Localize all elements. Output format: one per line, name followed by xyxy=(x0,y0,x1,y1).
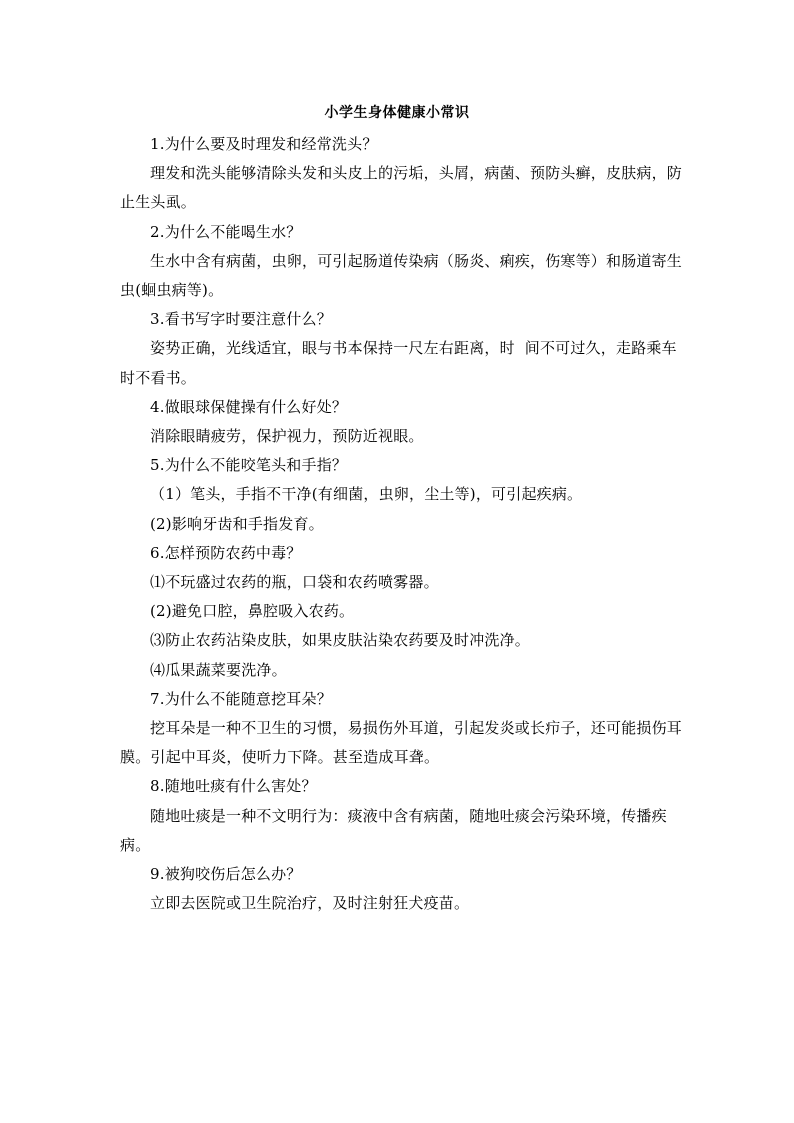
question-9: 9.被狗咬伤后怎么办？ xyxy=(150,865,302,884)
answer-6-item-3: ⑶防止农药沾染皮肤，如果皮肤沾染农药要及时冲洗净。 xyxy=(150,631,531,650)
question-3: 3.看书写字时要注意什么？ xyxy=(150,310,332,329)
answer-5-item-2: (2)影响牙齿和手指发育。 xyxy=(150,514,324,533)
question-6: 6.怎样预防农药中毒？ xyxy=(150,543,302,562)
answer-6-item-1: ⑴不玩盛过农药的瓶，口袋和农药喷雾器。 xyxy=(150,573,439,592)
answer-4: 消除眼睛疲劳，保护视力，预防近视眼。 xyxy=(150,427,424,446)
document-body xyxy=(120,130,682,918)
question-5: 5.为什么不能咬笔头和手指？ xyxy=(150,456,348,475)
answer-8: 随地吐痰是一种不文明行为：痰液中含有病菌，随地吐痰会污染环境，传播疾病。 xyxy=(120,806,667,854)
answer-6-item-4: ⑷瓜果蔬菜要洗净。 xyxy=(150,660,287,679)
answer-6-item-2: (2)避免口腔，鼻腔吸入农药。 xyxy=(150,602,355,621)
answer-3: 姿势正确，光线适宜，眼与书本保持一尺左右距离，时 间不可过久，走路乘车时不看书。 xyxy=(120,339,677,387)
answer-9: 立即去医院或卫生院治疗，及时注射狂犬疫苗。 xyxy=(150,894,470,913)
answer-7: 挖耳朵是一种不卫生的习惯，易损伤外耳道，引起发炎或长疖子，还可能损伤耳膜。引起中耳炎，使听力下降。甚至造成耳聋。 xyxy=(120,719,683,767)
question-7: 7.为什么不能随意挖耳朵？ xyxy=(150,689,332,708)
document-title: 小学生身体健康小常识 xyxy=(324,105,470,121)
question-4: 4.做眼球保健操有什么好处？ xyxy=(150,397,348,416)
question-8: 8.随地吐痰有什么害处？ xyxy=(150,777,317,796)
answer-5-item-1: （1）笔头，手指不干净(有细菌，虫卵，尘土等)，可引起疾病。 xyxy=(150,485,583,504)
question-2: 2.为什么不能喝生水？ xyxy=(150,222,302,241)
answer-2: 生水中含有病菌，虫卵，可引起肠道传染病（肠炎、痢疾，伤寒等）和肠道寄生虫(蛔虫病等)。 xyxy=(120,251,683,300)
answer-1: 理发和洗头能够清除头发和头皮上的污垢，头屑，病菌、预防头癣，皮肤病，防止生头虱。 xyxy=(120,164,683,212)
question-1: 1.为什么要及时理发和经常洗头？ xyxy=(150,135,378,153)
